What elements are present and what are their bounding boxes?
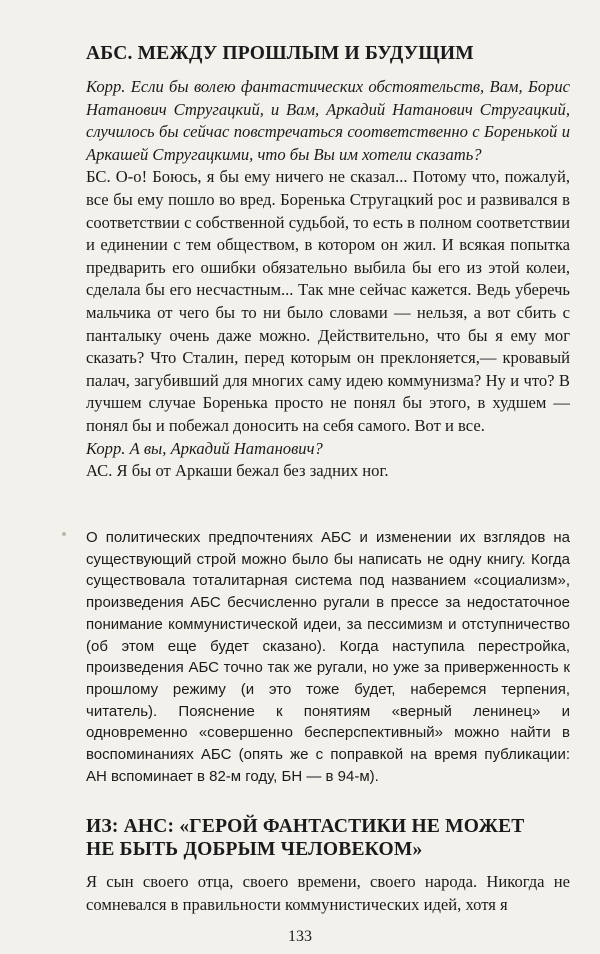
section2: [86, 815, 570, 861]
commentary-text: О политических предпочтениях АБС и изменении их взглядов на существующий строй можно было бы написать не одну книгу. Когда существовала тоталитарная система под названием «социализм», произведения АБС бесчисленно ругали в прессе за недостаточное понимание коммунистической идеи, за пессимизм и отступничество (об этом еще будет сказано). Когда наступила перестройка, произведения АБС точно так же ругали, но уже за приверженность к прошлому режиму (и это тоже будет, наберемся терпения, читатель). Пояснение к понятиям «верный ленинец» и одновременно «совершенно бесперспективный» можно найти в воспоминаниях АБС (опять же с поправкой на время публикации: АН вспоминает в 82-м году, БН — в 94-м).: [86, 529, 570, 785]
commentary-block: [86, 527, 570, 787]
correspondent-question: Корр. Если бы волею фантастических обстоятельств, Вам, Борис Натанович Стругацкий, и Вам, Аркадий Натанович Стругацкий, случилось бы сейчас повстречаться соответственно с Боренькой и Аркашей Стругацкими, что бы Вы им хотели сказать?: [86, 77, 570, 164]
correspondent-question-2: Корр. А вы, Аркадий Натанович?: [86, 438, 323, 458]
bn-answer: БС. О-о! Боюсь, я бы ему ничего не сказал... Потому что, пожалуй, все бы ему пошло во вред. Боренька Стругацкий рос и развивался в соответствии с собственной судьбой, то есть в полном соответствии и единении с тем обществом, в котором он жил. И всякая попытка предварить его ошибки обязательно выбила бы его из этой колеи, сделала бы его несчастным... Так мне сейчас кажется. Ведь уберечь мальчика от чего бы то ни было словами — нельзя, а вот сбить с панталыку очень даже можно. Действительно, что бы я ему мог сказать? Что Сталин, перед которым он преклоняется,— кровавый палач, загубивший для многих саму идею коммунизма? Ну и что? В лучшем случае Боренька просто не понял бы этого, в худшем — понял бы и побежал доносить на себя самого. Вот и все.: [86, 167, 570, 435]
section2-title-line1: ИЗ: АНС: «ГЕРОЙ ФАНТАСТИКИ НЕ МОЖЕТ: [86, 816, 525, 837]
section2-title-line2: НЕ БЫТЬ ДОБРЫМ ЧЕЛОВЕКОМ»: [86, 839, 423, 860]
scan-mark: [62, 532, 66, 536]
section2-text: Я сын своего отца, своего времени, своего народа. Никогда не сомневался в правильности коммунистических идей, хотя я: [86, 872, 570, 914]
section2-body: [86, 871, 570, 916]
section1: [86, 42, 570, 65]
section1-title: АБС. МЕЖДУ ПРОШЛЫМ И БУДУЩИМ: [86, 43, 474, 64]
interview-text: [86, 76, 570, 483]
page-number: 133: [288, 928, 312, 945]
an-answer: АС. Я бы от Аркаши бежал без задних ног.: [86, 461, 389, 481]
